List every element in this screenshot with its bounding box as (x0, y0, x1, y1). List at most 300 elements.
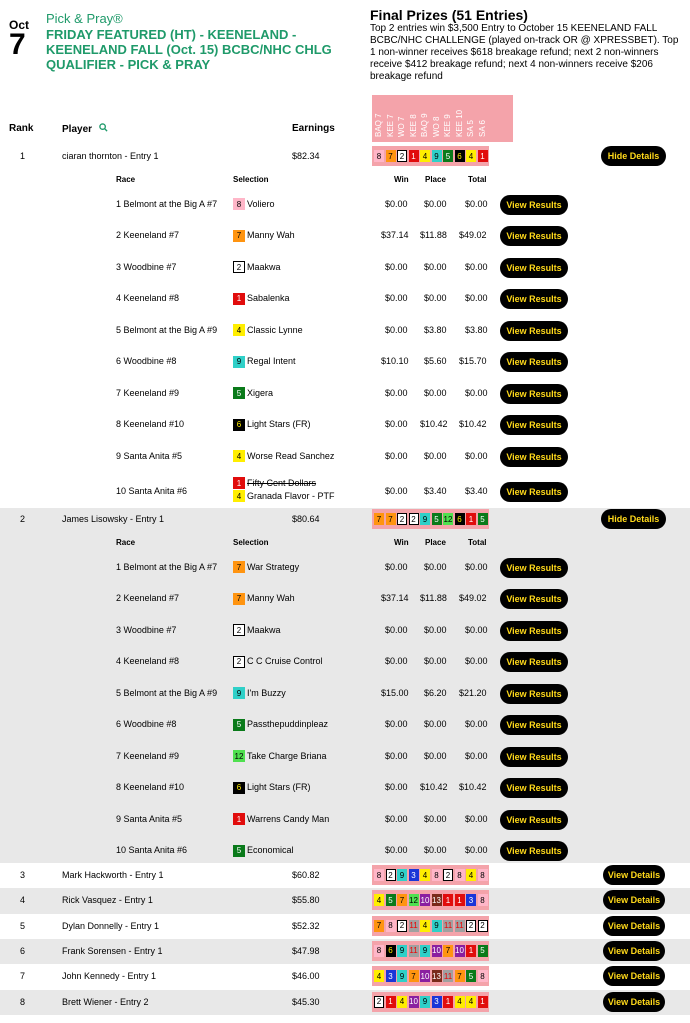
detail-win: $0.00 (385, 198, 408, 209)
detail-place: $0.00 (424, 624, 447, 635)
pick-number-badge: 7 (374, 513, 384, 525)
selection-horse: War Strategy (247, 561, 300, 572)
detail-place: $0.00 (424, 813, 447, 824)
earnings-cell: $82.34 (292, 151, 320, 161)
race-header-strip (372, 95, 513, 142)
selection-horse: Maakwa (247, 261, 281, 272)
view-results-button[interactable]: View Results (500, 289, 568, 309)
detail-win: $0.00 (385, 782, 408, 793)
view-details-button[interactable]: View Details (603, 992, 665, 1012)
rank-header: Rank (9, 123, 34, 134)
view-results-button[interactable]: View Results (500, 747, 568, 767)
selection-horse: I'm Buzzy (247, 687, 286, 698)
selection-line (233, 655, 323, 668)
detail-selection (233, 561, 299, 574)
pick-number-badge: 7 (409, 970, 419, 982)
detail-place: $0.00 (424, 561, 447, 572)
view-results-button[interactable]: View Results (500, 195, 568, 215)
selection-line-alt (233, 490, 335, 503)
selection-number-badge: 9 (233, 687, 245, 699)
detail-win: $0.00 (385, 387, 408, 398)
pick-number-badge: 1 (466, 513, 476, 525)
race-header-1 (374, 95, 386, 142)
pick-number-badge: 8 (386, 920, 396, 932)
detail-race: 8 Keeneland #10 (116, 782, 185, 793)
rank-cell: 8 (20, 996, 26, 1007)
pick-number-badge: 4 (374, 894, 384, 906)
selection-number-badge: 1 (233, 477, 245, 489)
pick-number-badge: 3 (432, 996, 442, 1008)
detail-place: $5.60 (424, 356, 447, 367)
pick-number-badge: 1 (478, 996, 488, 1008)
detail-total: $0.00 (465, 813, 488, 824)
rank-cell: 4 (20, 895, 26, 906)
selection-number-badge: 4 (233, 450, 245, 462)
selection-number-badge: 4 (233, 324, 245, 336)
selection-number-badge: 4 (233, 490, 245, 502)
detail-race: 6 Woodbine #8 (116, 719, 177, 730)
pick-number-badge: 1 (409, 150, 419, 162)
selection-horse: Light Stars (FR) (247, 782, 311, 793)
selection-line (233, 292, 290, 305)
pick-number-badge: 11 (443, 921, 453, 931)
detail-place: $0.00 (424, 387, 447, 398)
date-month: Oct (9, 18, 30, 32)
race-header-label: KEE 7 (385, 114, 395, 137)
detail-total-header: Total (468, 538, 487, 547)
rank-cell: 5 (20, 920, 26, 931)
earnings-cell: $55.80 (292, 895, 320, 906)
search-icon[interactable] (99, 123, 108, 132)
earnings-header: Earnings (292, 123, 335, 134)
selection-horse: Voliero (247, 198, 275, 209)
detail-race: 1 Belmont at the Big A #7 (116, 198, 218, 209)
view-details-button[interactable]: View Details (603, 916, 665, 936)
pick-number-badge: 7 (386, 513, 396, 525)
detail-race: 9 Santa Anita #5 (116, 813, 183, 824)
detail-total: $0.00 (465, 261, 488, 272)
detail-race: 5 Belmont at the Big A #9 (116, 324, 218, 335)
pick-number-badge: 6 (386, 945, 396, 957)
view-results-button[interactable]: View Results (500, 226, 568, 246)
selection-line (233, 813, 329, 826)
pick-number-badge: 10 (420, 895, 430, 905)
pick-number-badge: 12 (409, 895, 418, 905)
selection-line (233, 261, 281, 274)
leaderboard-row (0, 508, 690, 863)
race-header-label: SA 5 (466, 120, 475, 137)
detail-total: $0.00 (465, 561, 488, 572)
leaderboard-row (0, 939, 690, 964)
view-results-button[interactable]: View Results (500, 384, 568, 404)
view-results-button[interactable]: View Results (500, 652, 568, 672)
race-header-3 (397, 95, 409, 142)
selection-horse: Warrens Candy Man (247, 813, 330, 824)
pick-number-badge: 8 (374, 869, 384, 881)
pick-number-badge: 4 (397, 996, 407, 1008)
detail-win: $0.00 (385, 845, 408, 856)
pick-number-badge: 1 (386, 996, 396, 1008)
pick-number-badge: 9 (420, 945, 430, 957)
pick-number-badge: 8 (432, 869, 442, 881)
detail-race: 4 Keeneland #8 (116, 293, 180, 304)
earnings-cell: $60.82 (292, 870, 320, 880)
view-results-button[interactable]: View Results (500, 778, 568, 798)
view-results-button[interactable]: View Results (500, 258, 568, 278)
detail-win: $0.00 (385, 486, 408, 497)
earnings-cell: $52.32 (292, 920, 320, 931)
selection-number-badge: 7 (233, 230, 245, 242)
view-results-button[interactable]: View Results (500, 621, 568, 641)
detail-total-header: Total (468, 175, 487, 184)
selection-line (233, 355, 296, 368)
selection-line (233, 844, 294, 857)
pick-number-badge: 4 (466, 996, 476, 1008)
player-name[interactable]: Rick Vasquez - Entry 1 (62, 895, 153, 906)
selection-line (233, 450, 334, 463)
detail-win: $0.00 (385, 450, 408, 461)
player-name[interactable]: Frank Sorensen - Entry 1 (62, 945, 163, 956)
earnings-cell: $45.30 (292, 996, 320, 1007)
pick-number-badge: 6 (455, 150, 465, 162)
pick-number-badge: 11 (409, 921, 418, 931)
detail-race: 2 Keeneland #7 (116, 593, 180, 604)
leaderboard-row (0, 863, 690, 888)
pick-number-badge: 4 (455, 996, 465, 1008)
pick-number-badge: 9 (420, 513, 430, 525)
pick-number-badge: 3 (466, 894, 476, 906)
pick-number-badge: 5 (466, 970, 476, 982)
pick-number-badge: 13 (432, 971, 441, 981)
pick-number-badge: 2 (374, 996, 384, 1008)
detail-race: 9 Santa Anita #5 (116, 450, 183, 461)
detail-total: $49.02 (459, 593, 487, 604)
detail-race-header: Race (116, 175, 136, 184)
contest-title: FRIDAY FEATURED (HT) - KEENELAND - KEENELAND FALL (Oct. 15) BCBC/NHC CHLG QUALIFIER - PICK & PRAY (46, 27, 332, 72)
selection-line (233, 418, 311, 431)
pick-number-badge: 10 (455, 946, 464, 956)
pick-number-badge: 11 (409, 946, 418, 956)
detail-total: $3.40 (465, 486, 488, 497)
picks-strip (372, 890, 489, 910)
detail-win: $0.00 (385, 561, 408, 572)
view-results-button[interactable]: View Results (500, 841, 568, 861)
detail-win: $37.14 (381, 593, 409, 604)
prizes-block (370, 7, 682, 83)
view-results-button[interactable]: View Results (500, 715, 568, 735)
selection-number-badge: 2 (233, 656, 245, 668)
detail-selection (233, 229, 295, 242)
detail-total: $10.42 (459, 782, 487, 793)
selection-line (233, 781, 311, 794)
player-name[interactable]: John Kennedy - Entry 1 (62, 971, 157, 982)
pick-number-badge: 1 (443, 996, 453, 1008)
race-header-10 (478, 95, 490, 142)
selection-line (233, 687, 286, 700)
picks-strip (372, 992, 489, 1012)
detail-race: 7 Keeneland #9 (116, 387, 180, 398)
selection-number-badge: 2 (233, 261, 245, 273)
pick-number-badge: 4 (420, 150, 430, 162)
detail-total: $0.00 (465, 656, 488, 667)
detail-total: $0.00 (465, 450, 488, 461)
race-header-label: KEE 9 (443, 114, 452, 137)
pick-number-badge: 6 (455, 513, 465, 525)
race-header-5 (420, 95, 432, 142)
rank-cell: 7 (20, 971, 26, 982)
selection-horse: Xigera (247, 387, 274, 398)
view-results-button[interactable]: View Results (500, 589, 568, 609)
detail-win-header: Win (394, 538, 409, 547)
selection-line (233, 477, 335, 490)
detail-win: $0.00 (385, 293, 408, 304)
pick-number-badge: 3 (409, 869, 419, 881)
rank-cell: 3 (20, 870, 26, 880)
pick-number-badge: 4 (420, 869, 430, 881)
selection-number-badge: 1 (233, 813, 245, 825)
selection-number-badge: 5 (233, 719, 245, 731)
selection-line (233, 750, 327, 763)
selection-number-badge: 5 (233, 845, 245, 857)
detail-place: $0.00 (424, 719, 447, 730)
detail-place: $0.00 (424, 261, 447, 272)
rank-cell: 2 (20, 514, 26, 524)
detail-selection (233, 387, 273, 400)
view-results-button[interactable]: View Results (500, 321, 568, 341)
detail-selection (233, 198, 275, 211)
pick-number-badge: 5 (478, 945, 488, 957)
detail-place: $0.00 (424, 198, 447, 209)
player-name[interactable]: ciaran thornton - Entry 1 (62, 151, 159, 161)
pick-number-badge: 2 (409, 513, 419, 525)
race-header-label: BAQ 9 (420, 113, 429, 137)
pick-number-badge: 10 (420, 971, 430, 981)
pick-number-badge: 9 (420, 996, 430, 1008)
leaderboard-row (0, 914, 690, 939)
pick-number-badge: 8 (478, 869, 488, 881)
selection-number-badge: 7 (233, 561, 245, 573)
pick-number-badge: 9 (397, 970, 407, 982)
view-details-button[interactable]: View Details (603, 966, 665, 986)
pick-number-badge: 8 (455, 869, 465, 881)
detail-win: $10.10 (381, 356, 409, 367)
pick-number-badge: 8 (478, 970, 488, 982)
detail-win: $15.00 (381, 687, 409, 698)
pick-number-badge: 9 (397, 945, 407, 957)
pick-number-badge: 4 (466, 869, 476, 881)
picks-strip (372, 966, 489, 986)
selection-number-badge: 9 (233, 356, 245, 368)
selection-horse: Sabalenka (247, 293, 290, 304)
race-header-8 (455, 95, 467, 142)
player-name[interactable]: Mark Hackworth - Entry 1 (62, 870, 164, 880)
pick-number-badge: 2 (397, 920, 407, 932)
detail-selection (233, 261, 281, 274)
race-header-4 (409, 95, 421, 142)
pick-number-badge: 2 (443, 869, 453, 881)
detail-selection (233, 324, 303, 337)
detail-total: $0.00 (465, 293, 488, 304)
selection-line (233, 592, 295, 605)
selection-line (233, 624, 281, 637)
selection-horse: Maakwa (247, 624, 281, 635)
race-header-6 (432, 95, 444, 142)
leaderboard-row (0, 145, 690, 508)
picks-strip (372, 941, 489, 961)
view-details-button[interactable]: View Details (603, 941, 665, 961)
race-header-7 (443, 95, 455, 142)
detail-race: 4 Keeneland #8 (116, 656, 180, 667)
earnings-cell: $47.98 (292, 945, 320, 956)
pick-number-badge: 4 (374, 970, 384, 982)
view-results-button[interactable]: View Results (500, 482, 568, 502)
detail-selection-header: Selection (233, 538, 269, 547)
detail-total: $0.00 (465, 750, 488, 761)
picks-strip (372, 146, 489, 166)
hide-details-button[interactable]: Hide Details (601, 146, 666, 166)
detail-place: $11.88 (420, 593, 447, 604)
selection-line (233, 324, 303, 337)
selection-horse: Take Charge Briana (247, 750, 327, 761)
pick-number-badge: 8 (478, 894, 488, 906)
selection-horse: Manny Wah (247, 593, 295, 604)
detail-race: 7 Keeneland #9 (116, 750, 180, 761)
contest-header (0, 0, 690, 100)
view-results-button[interactable]: View Results (500, 415, 568, 435)
selection-horse: Economical (247, 845, 294, 856)
pick-number-badge: 1 (455, 894, 465, 906)
pick-number-badge: 7 (455, 970, 465, 982)
contest-type: Pick & Pray® (46, 11, 123, 26)
detail-selection (233, 477, 335, 503)
pick-number-badge: 10 (409, 997, 418, 1006)
selection-horse: Worse Read Sanchez (247, 450, 335, 461)
detail-race: 3 Woodbine #7 (116, 624, 177, 635)
pick-number-badge: 7 (386, 150, 396, 162)
player-name[interactable]: James Lisowsky - Entry 1 (62, 514, 165, 524)
picks-strip (372, 509, 489, 529)
prizes-title: Final Prizes (51 Entries) (370, 7, 528, 23)
view-results-button[interactable]: View Results (500, 558, 568, 578)
pick-number-badge: 1 (443, 894, 453, 906)
pick-number-badge: 9 (432, 150, 442, 162)
detail-selection (233, 655, 323, 668)
pick-number-badge: 11 (455, 921, 464, 931)
leaderboard-row (0, 888, 690, 913)
detail-total: $0.00 (465, 719, 488, 730)
detail-place: $3.80 (424, 324, 447, 335)
selection-horse: C C Cruise Control (247, 656, 323, 667)
pick-number-badge: 5 (443, 150, 453, 162)
hide-details-button[interactable]: Hide Details (601, 509, 666, 529)
detail-selection-header: Selection (233, 175, 269, 184)
pick-number-badge: 2 (478, 920, 488, 932)
pick-number-badge: 9 (432, 920, 442, 932)
selection-line (233, 561, 299, 574)
detail-selection (233, 844, 294, 857)
pick-number-badge: 8 (374, 150, 384, 162)
detail-selection (233, 355, 296, 368)
pick-number-badge: 5 (386, 894, 396, 906)
detail-win: $0.00 (385, 261, 408, 272)
selection-number-badge: 2 (233, 624, 245, 636)
race-header-label: SA 6 (477, 120, 487, 137)
pick-number-badge: 2 (397, 150, 407, 162)
detail-place: $6.20 (424, 687, 447, 698)
pick-number-badge: 8 (374, 945, 384, 957)
player-name[interactable]: Dylan Donnelly - Entry 1 (62, 920, 160, 931)
selection-number-badge: 8 (233, 198, 245, 210)
detail-race: 5 Belmont at the Big A #9 (116, 687, 218, 698)
rank-cell: 6 (20, 945, 26, 956)
player-header[interactable] (62, 123, 108, 135)
detail-win-header: Win (394, 175, 409, 184)
detail-race: 6 Woodbine #8 (116, 356, 177, 367)
detail-selection (233, 750, 327, 763)
detail-place: $0.00 (424, 656, 447, 667)
detail-place: $10.42 (420, 419, 448, 430)
pick-number-badge: 11 (443, 971, 453, 981)
view-results-button[interactable]: View Results (500, 447, 568, 467)
view-results-button[interactable]: View Results (500, 352, 568, 372)
detail-place-header: Place (425, 175, 446, 184)
selection-horse: Light Stars (FR) (247, 419, 311, 430)
selection-horse: Manny Wah (247, 230, 295, 241)
view-results-button[interactable]: View Results (500, 684, 568, 704)
selection-number-badge: 6 (233, 782, 245, 794)
pick-number-badge: 10 (432, 946, 441, 956)
detail-race: 2 Keeneland #7 (116, 230, 180, 241)
earnings-cell: $80.64 (292, 514, 320, 524)
detail-selection (233, 781, 311, 794)
detail-place: $11.88 (420, 230, 447, 241)
detail-total: $10.42 (459, 419, 487, 430)
selection-horse: Passthepuddinpleaz (247, 719, 329, 730)
detail-place: $10.42 (420, 782, 448, 793)
selection-horse: Regal Intent (247, 356, 296, 367)
race-header-label: KEE 10 (454, 109, 464, 137)
picks-strip (372, 916, 489, 936)
detail-total: $0.00 (465, 624, 488, 635)
detail-selection (233, 418, 311, 431)
view-results-button[interactable]: View Results (500, 810, 568, 830)
detail-selection (233, 592, 295, 605)
detail-race: 3 Woodbine #7 (116, 261, 177, 272)
player-name[interactable]: Brett Wiener - Entry 2 (62, 996, 149, 1007)
detail-win: $0.00 (385, 750, 408, 761)
detail-place: $3.40 (424, 486, 447, 497)
pick-number-badge: 7 (397, 894, 407, 906)
race-header-9 (466, 95, 478, 142)
selection-number-badge: 7 (233, 593, 245, 605)
detail-selection (233, 718, 328, 731)
pick-number-badge: 5 (478, 513, 488, 525)
column-header (0, 95, 690, 145)
detail-race-header: Race (116, 538, 136, 547)
view-details-button[interactable]: View Details (603, 890, 665, 910)
detail-race: 1 Belmont at the Big A #7 (116, 561, 218, 572)
detail-win: $0.00 (385, 324, 408, 335)
selection-horse-alt: Granada Flavor - PTF (247, 490, 335, 501)
view-details-button[interactable]: View Details (603, 865, 665, 885)
prizes-text: Top 2 entries win $3,500 Entry to October 15 KEENELAND FALL BCBC/NHC CHALLENGE (played on-track OR @ XPRESSBET). Top 1 non-winner receives $618 breakage refund; next 2 non-winners receive $412 breakage refund; next 4 non-winners receive $206 breakage refund (370, 23, 679, 82)
detail-win: $0.00 (385, 813, 408, 824)
selection-line (233, 387, 273, 400)
leaderboard-row (0, 990, 690, 1015)
detail-race: 8 Keeneland #10 (116, 419, 185, 430)
detail-total: $49.02 (459, 230, 487, 241)
selection-horse: Classic Lynne (247, 324, 303, 335)
